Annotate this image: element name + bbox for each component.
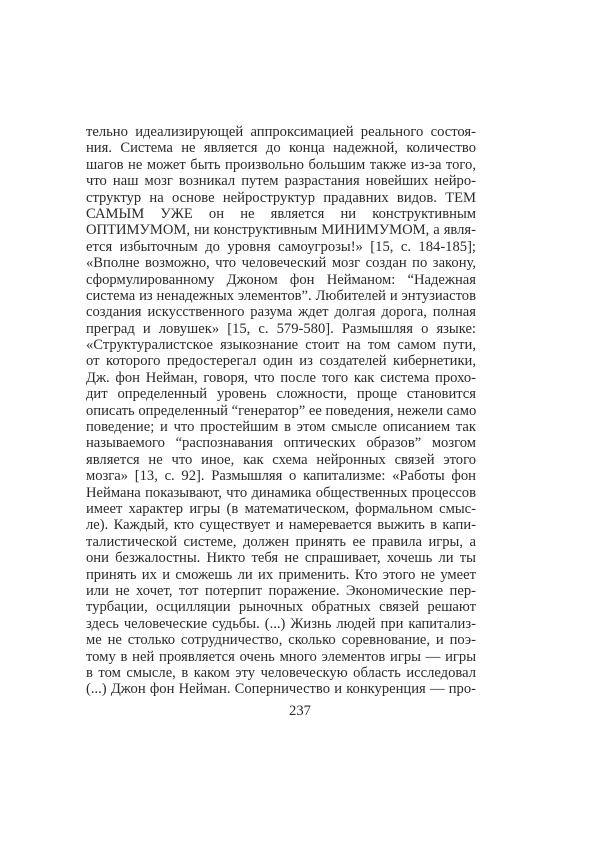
text-line: поведение; и что простейшим в этом смысле описанием так: [86, 419, 476, 436]
text-line: здесь человеческие судьбы. (...) Жизнь людей при капитализ-: [86, 615, 476, 632]
text-line: турбации, осцилляции рыночных обратных связей решают: [86, 599, 476, 616]
text-line: имеет характер игры (в математическом, формальном смыс-: [86, 500, 476, 517]
body-text: [86, 124, 476, 698]
text-line: в том смысле, в каком эту человеческую область исследовал: [86, 664, 476, 681]
text-line: тому в ней проявляется очень много элементов игры — игры: [86, 648, 476, 665]
text-line: является не что иное, как схема нейронных связей этого: [86, 451, 476, 468]
text-line: ется избыточным до уровня самоугрозы!» [15, с. 184-185];: [86, 238, 476, 255]
text-line: структур на основе нейроструктур прадавних видов. ТЕМ: [86, 189, 476, 206]
text-line: ме не столько сотрудничество, сколько соревнование, и поэ-: [86, 632, 476, 649]
text-line: описать определенный “генератор” ее поведения, нежели само: [86, 402, 477, 419]
text-line: (...) Джон фон Нейман. Соперничество и конкуренция — про-: [86, 681, 476, 698]
text-line: ния. Система не является до конца надежной, количество: [86, 140, 476, 157]
text-line: сформулированному Джоном фон Нейманом: “Надежная: [86, 271, 476, 288]
text-line: мозга» [13, с. 92]. Размышляя о капитализме: «Работы фон: [86, 468, 476, 485]
text-line: «Структуралистское языкознание стоит на том самом пути,: [86, 337, 476, 354]
text-line: от которого предостерегал один из создателей кибернетики,: [86, 353, 476, 370]
text-line: Дж. фон Нейман, говоря, что после того как система прохо-: [86, 369, 476, 386]
text-line: ле). Каждый, кто существует и намеревается выжить в капи-: [86, 517, 476, 534]
text-line: преград и ловушек» [15, с. 579-580]. Размышляя о языке:: [86, 320, 476, 337]
text-line: или не хочет, тот потерпит поражение. Экономические пер-: [86, 582, 476, 599]
text-line: они безжалостны. Никто тебя не спрашивает, хочешь ли ты: [86, 550, 476, 567]
text-line: ОПТИМУМОМ, ни конструктивным МИНИМУМОМ, а явля-: [86, 222, 476, 239]
text-line: Неймана показывают, что динамика общественных процессов: [86, 484, 476, 501]
page-number: 237: [289, 703, 311, 719]
text-line: «Вполне возможно, что человеческий мозг создан по закону,: [86, 255, 476, 272]
text-line: шагов не может быть произвольно большим также из-за того,: [86, 156, 476, 173]
text-line: система из ненадежных элементов”. Любителей и энтузиастов: [86, 287, 476, 304]
text-line: называемого “распознавания оптических образов” мозгом: [86, 435, 476, 452]
text-line: дит определенный уровень сложности, проще становится: [86, 386, 476, 403]
text-line: принять их и сможешь ли их применить. Кто этого не умеет: [86, 566, 476, 583]
text-line: талистической системе, должен принять ее правила игры, а: [86, 533, 476, 550]
text-line: тельно идеализирующей аппроксимацией реального состоя-: [86, 124, 476, 140]
text-line: создания искусственного разума ждет долгая дорога, полная: [86, 304, 476, 321]
text-line: что наш мозг возникал путем разрастания новейших нейро-: [86, 173, 476, 190]
text-line: САМЫМ УЖЕ он не является ни конструктивным: [86, 205, 476, 222]
